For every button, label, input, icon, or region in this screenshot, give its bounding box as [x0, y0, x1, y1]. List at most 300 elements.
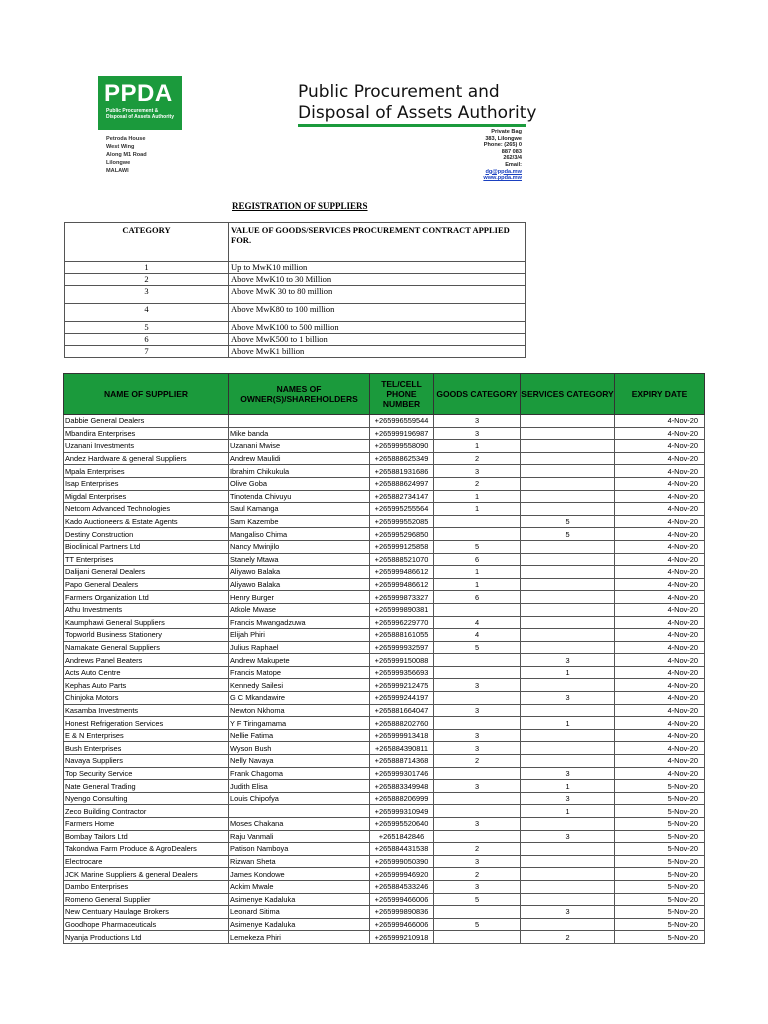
phone-number: +265888161055 — [370, 629, 434, 642]
expiry-date: 5-Nov-20 — [615, 918, 705, 931]
services-category — [521, 729, 615, 742]
category-number: 1 — [65, 262, 229, 274]
services-category — [521, 755, 615, 768]
phone-number: +265999890381 — [370, 603, 434, 616]
table-row — [64, 843, 705, 856]
goods-category: 3 — [434, 465, 521, 478]
owners-header: NAMES OF OWNER(S)/SHAREHOLDERS — [229, 374, 370, 415]
supplier-name: Athu Investments — [64, 603, 229, 616]
services-category: 1 — [521, 666, 615, 679]
goods-category — [434, 515, 521, 528]
expiry-date: 4-Nov-20 — [615, 440, 705, 453]
supplier-name: Netcom Advanced Technologies — [64, 503, 229, 516]
goods-category: 3 — [434, 855, 521, 868]
phone-number: +265999196987 — [370, 427, 434, 440]
expiry-date: 4-Nov-20 — [615, 603, 705, 616]
table-row — [64, 553, 705, 566]
services-category — [521, 704, 615, 717]
table-row — [64, 603, 705, 616]
phone-number: +265999150088 — [370, 654, 434, 667]
owner-name: Julius Raphael — [229, 641, 370, 654]
goods-category: 5 — [434, 893, 521, 906]
phone-number: +265999932597 — [370, 641, 434, 654]
expiry-date: 4-Nov-20 — [615, 578, 705, 591]
services-category — [521, 427, 615, 440]
expiry-date: 5-Nov-20 — [615, 868, 705, 881]
owner-name: Saul Kamanga — [229, 503, 370, 516]
goods-category: 4 — [434, 616, 521, 629]
goods-category: 1 — [434, 566, 521, 579]
value-col-header: VALUE OF GOODS/SERVICES PROCUREMENT CONTRACT APPLIED FOR. — [229, 223, 526, 262]
phone-number: +2651842846 — [370, 830, 434, 843]
expiry-date: 4-Nov-20 — [615, 629, 705, 642]
owner-name: Andrew Makupete — [229, 654, 370, 667]
expiry-date: 5-Nov-20 — [615, 893, 705, 906]
services-category: 2 — [521, 931, 615, 944]
services-category — [521, 880, 615, 893]
supplier-name: Mbandira Enterprises — [64, 427, 229, 440]
phone-number: +265999212475 — [370, 679, 434, 692]
services-category — [521, 868, 615, 881]
owner-name: Kennedy Sailesi — [229, 679, 370, 692]
table-row — [64, 868, 705, 881]
owner-name: Elijah Phiri — [229, 629, 370, 642]
goods-category: 2 — [434, 755, 521, 768]
phone-number: +265999913418 — [370, 729, 434, 742]
goods-category: 3 — [434, 679, 521, 692]
table-row — [64, 528, 705, 541]
phone-number: +265888206999 — [370, 792, 434, 805]
phone-number: +265884533246 — [370, 880, 434, 893]
table-row — [64, 566, 705, 579]
owner-name: Tinotenda Chivuyu — [229, 490, 370, 503]
phone-number: +265999890836 — [370, 906, 434, 919]
supplier-name: Dalijani General Dealers — [64, 566, 229, 579]
goods-category-header: GOODS CATEGORY — [434, 374, 521, 415]
supplier-name: Nyanja Productions Ltd — [64, 931, 229, 944]
expiry-date: 4-Nov-20 — [615, 654, 705, 667]
services-category — [521, 918, 615, 931]
phone-number: +265999486612 — [370, 566, 434, 579]
goods-category — [434, 717, 521, 730]
table-row — [64, 855, 705, 868]
table-row — [64, 666, 705, 679]
expiry-date: 5-Nov-20 — [615, 780, 705, 793]
owner-name: Francis Matope — [229, 666, 370, 679]
goods-category: 1 — [434, 578, 521, 591]
category-value: Above MwK10 to 30 Million — [229, 274, 526, 286]
phone-number: +265888714368 — [370, 755, 434, 768]
goods-category: 3 — [434, 880, 521, 893]
services-category — [521, 893, 615, 906]
supplier-name: Nate General Trading — [64, 780, 229, 793]
expiry-date: 5-Nov-20 — [615, 830, 705, 843]
owner-name: Ackim Mwale — [229, 880, 370, 893]
category-row — [65, 346, 526, 358]
goods-category — [434, 931, 521, 944]
expiry-date: 4-Nov-20 — [615, 679, 705, 692]
goods-category: 2 — [434, 477, 521, 490]
services-category — [521, 440, 615, 453]
goods-category: 3 — [434, 704, 521, 717]
owner-name: Mike banda — [229, 427, 370, 440]
category-number: 2 — [65, 274, 229, 286]
goods-category: 6 — [434, 553, 521, 566]
services-category — [521, 591, 615, 604]
goods-category: 1 — [434, 440, 521, 453]
expiry-date: 5-Nov-20 — [615, 818, 705, 831]
ppda-logo — [98, 76, 182, 130]
supplier-name: Romeno General Supplier — [64, 893, 229, 906]
expiry-date: 4-Nov-20 — [615, 666, 705, 679]
owner-name: Asimenye Kadaluka — [229, 893, 370, 906]
expiry-date: 4-Nov-20 — [615, 717, 705, 730]
logo-subtitle: Public Procurement & Disposal of Assets Authority — [106, 108, 174, 120]
category-header-row — [65, 223, 526, 262]
supplier-name: Bioclinical Partners Ltd — [64, 540, 229, 553]
expiry-date: 4-Nov-20 — [615, 616, 705, 629]
supplier-name: Kaumphawi General Suppliers — [64, 616, 229, 629]
supplier-name: Migdal Enterprises — [64, 490, 229, 503]
services-category — [521, 843, 615, 856]
category-row — [65, 304, 526, 322]
expiry-date: 4-Nov-20 — [615, 415, 705, 428]
table-row — [64, 641, 705, 654]
supplier-name: Kephas Auto Parts — [64, 679, 229, 692]
table-row — [64, 616, 705, 629]
supplier-name: Dabbie General Dealers — [64, 415, 229, 428]
supplier-name: Dambo Enterprises — [64, 880, 229, 893]
page-title: Public Procurement and Disposal of Assets Authority — [298, 82, 537, 123]
owner-name: Asimenye Kadaluka — [229, 918, 370, 931]
suppliers-header-row — [64, 374, 705, 415]
goods-category — [434, 792, 521, 805]
category-value: Above MwK 30 to 80 million — [229, 286, 526, 304]
services-category — [521, 553, 615, 566]
phone-number: +265996559544 — [370, 415, 434, 428]
phone-number: +265999873327 — [370, 591, 434, 604]
goods-category — [434, 767, 521, 780]
email-link[interactable]: dg@ppda.mw — [485, 168, 522, 175]
goods-category: 5 — [434, 540, 521, 553]
expiry-date: 4-Nov-20 — [615, 767, 705, 780]
supplier-name: Isap Enterprises — [64, 477, 229, 490]
owner-name: Nelly Navaya — [229, 755, 370, 768]
owner-name — [229, 415, 370, 428]
table-row — [64, 755, 705, 768]
owner-name: Andrew Maulidi — [229, 452, 370, 465]
table-row — [64, 515, 705, 528]
table-row — [64, 490, 705, 503]
category-row — [65, 334, 526, 346]
services-category — [521, 855, 615, 868]
expiry-date: 4-Nov-20 — [615, 641, 705, 654]
supplier-name: Andrews Panel Beaters — [64, 654, 229, 667]
services-category — [521, 452, 615, 465]
phone-number: +265999210918 — [370, 931, 434, 944]
phone-number: +265995520640 — [370, 818, 434, 831]
services-category — [521, 490, 615, 503]
table-row — [64, 880, 705, 893]
supplier-name: Farmers Home — [64, 818, 229, 831]
phone-number: +265884390811 — [370, 742, 434, 755]
expiry-date: 5-Nov-20 — [615, 906, 705, 919]
owner-name: Nancy Mwinjilo — [229, 540, 370, 553]
services-category: 5 — [521, 515, 615, 528]
phone-number: +265999356693 — [370, 666, 434, 679]
services-category — [521, 616, 615, 629]
category-value: Above MwK80 to 100 million — [229, 304, 526, 322]
phone-number: +265999050390 — [370, 855, 434, 868]
table-row — [64, 465, 705, 478]
table-row — [64, 503, 705, 516]
table-row — [64, 767, 705, 780]
goods-category: 3 — [434, 818, 521, 831]
goods-category: 4 — [434, 629, 521, 642]
category-row — [65, 322, 526, 334]
services-category: 3 — [521, 692, 615, 705]
owner-name: Mangaliso Chima — [229, 528, 370, 541]
phone-number: +265995255564 — [370, 503, 434, 516]
owner-name: Aliyawo Balaka — [229, 578, 370, 591]
expiry-date: 4-Nov-20 — [615, 704, 705, 717]
supplier-name: Topworld Business Stationery — [64, 629, 229, 642]
services-category: 3 — [521, 830, 615, 843]
expiry-date: 4-Nov-20 — [615, 427, 705, 440]
goods-category — [434, 654, 521, 667]
table-row — [64, 477, 705, 490]
category-value: Above MwK1 billion — [229, 346, 526, 358]
supplier-name-header: NAME OF SUPPLIER — [64, 374, 229, 415]
owner-name: Uzanani Mwise — [229, 440, 370, 453]
supplier-name: Honest Refrigeration Services — [64, 717, 229, 730]
table-row — [64, 629, 705, 642]
table-row — [64, 440, 705, 453]
supplier-name: E & N Enterprises — [64, 729, 229, 742]
owner-name: Henry Burger — [229, 591, 370, 604]
expiry-date: 4-Nov-20 — [615, 490, 705, 503]
category-number: 4 — [65, 304, 229, 322]
expiry-date: 5-Nov-20 — [615, 855, 705, 868]
expiry-date: 4-Nov-20 — [615, 692, 705, 705]
owner-name: Frank Chagoma — [229, 767, 370, 780]
supplier-name: Uzanani Investments — [64, 440, 229, 453]
phone-number: +265882734147 — [370, 490, 434, 503]
logo-mark: PPDA — [104, 80, 173, 107]
table-row — [64, 452, 705, 465]
table-row — [64, 893, 705, 906]
table-row — [64, 591, 705, 604]
expiry-date: 5-Nov-20 — [615, 843, 705, 856]
goods-category — [434, 906, 521, 919]
category-number: 5 — [65, 322, 229, 334]
expiry-date: 4-Nov-20 — [615, 540, 705, 553]
supplier-name: Kasamba Investments — [64, 704, 229, 717]
services-category — [521, 477, 615, 490]
goods-category: 3 — [434, 427, 521, 440]
goods-category: 1 — [434, 503, 521, 516]
table-row — [64, 729, 705, 742]
expiry-date-header: EXPIRY DATE — [615, 374, 705, 415]
supplier-name: Nyengo Consulting — [64, 792, 229, 805]
supplier-name: Top Security Service — [64, 767, 229, 780]
services-category: 1 — [521, 805, 615, 818]
phone-number: +265881931686 — [370, 465, 434, 478]
services-category — [521, 503, 615, 516]
expiry-date: 4-Nov-20 — [615, 503, 705, 516]
table-row — [64, 717, 705, 730]
owner-name: Rizwan Sheta — [229, 855, 370, 868]
postal-address: Petroda House West Wing Along M1 Road Lilongwe MALAWI — [106, 136, 147, 174]
table-row — [64, 415, 705, 428]
suppliers-table — [63, 373, 705, 944]
table-row — [64, 704, 705, 717]
category-value: Up to MwK10 million — [229, 262, 526, 274]
owner-name: Sam Kazembe — [229, 515, 370, 528]
phone-number: +265888625349 — [370, 452, 434, 465]
phone-number: +265999310949 — [370, 805, 434, 818]
phone-number: +265999486612 — [370, 578, 434, 591]
services-category — [521, 415, 615, 428]
table-row — [64, 931, 705, 944]
website-link[interactable]: www.ppda.mw — [483, 175, 522, 182]
owner-name: Newton Nkhoma — [229, 704, 370, 717]
title-underline — [298, 124, 526, 127]
phone-number: +265999301746 — [370, 767, 434, 780]
expiry-date: 4-Nov-20 — [615, 755, 705, 768]
expiry-date: 4-Nov-20 — [615, 742, 705, 755]
services-category: 3 — [521, 654, 615, 667]
supplier-name: Takondwa Farm Produce & AgroDealers — [64, 843, 229, 856]
expiry-date: 4-Nov-20 — [615, 591, 705, 604]
services-category — [521, 465, 615, 478]
phone-header: TEL/CELL PHONE NUMBER — [370, 374, 434, 415]
owner-name: Y F Tiringamama — [229, 717, 370, 730]
goods-category: 5 — [434, 918, 521, 931]
goods-category: 2 — [434, 843, 521, 856]
phone-number: +265999466006 — [370, 918, 434, 931]
supplier-name: Bush Enterprises — [64, 742, 229, 755]
goods-category — [434, 603, 521, 616]
supplier-name: Zeco Building Contractor — [64, 805, 229, 818]
goods-category: 3 — [434, 742, 521, 755]
goods-category: 3 — [434, 780, 521, 793]
phone-number: +265883349948 — [370, 780, 434, 793]
supplier-name: Kado Auctioneers & Estate Agents — [64, 515, 229, 528]
owner-name: Nellie Fatima — [229, 729, 370, 742]
goods-category — [434, 666, 521, 679]
services-category: 1 — [521, 717, 615, 730]
table-row — [64, 578, 705, 591]
goods-category: 5 — [434, 641, 521, 654]
supplier-name: Namakate General Suppliers — [64, 641, 229, 654]
goods-category — [434, 805, 521, 818]
table-row — [64, 679, 705, 692]
supplier-name: Mpala Enterprises — [64, 465, 229, 478]
owner-name: Moses Chakana — [229, 818, 370, 831]
expiry-date: 4-Nov-20 — [615, 729, 705, 742]
expiry-date: 4-Nov-20 — [615, 452, 705, 465]
phone-number: +265888624997 — [370, 477, 434, 490]
services-category — [521, 566, 615, 579]
services-category — [521, 641, 615, 654]
category-number: 7 — [65, 346, 229, 358]
supplier-name: Farmers Organization Ltd — [64, 591, 229, 604]
table-row — [64, 654, 705, 667]
expiry-date: 4-Nov-20 — [615, 477, 705, 490]
phone-number: +265999466006 — [370, 893, 434, 906]
services-category — [521, 679, 615, 692]
expiry-date: 4-Nov-20 — [615, 566, 705, 579]
services-category — [521, 818, 615, 831]
phone-number: +265884431538 — [370, 843, 434, 856]
owner-name: Ibrahim Chikukula — [229, 465, 370, 478]
owner-name: Raju Vanmali — [229, 830, 370, 843]
services-category — [521, 629, 615, 642]
supplier-name: New Centuary Haulage Brokers — [64, 906, 229, 919]
supplier-name: Papo General Dealers — [64, 578, 229, 591]
services-category-header: SERVICES CATEGORY — [521, 374, 615, 415]
expiry-date: 5-Nov-20 — [615, 931, 705, 944]
contact-block: Private Bag 383, Lilongwe Phone: (265) 0 887 083 262/3/4 Email: dg@ppda.mw www.ppda.mw — [483, 129, 522, 182]
table-row — [64, 540, 705, 553]
services-category: 3 — [521, 906, 615, 919]
supplier-name: TT Enterprises — [64, 553, 229, 566]
goods-category: 2 — [434, 868, 521, 881]
expiry-date: 5-Nov-20 — [615, 792, 705, 805]
goods-category — [434, 528, 521, 541]
category-col-header: CATEGORY — [65, 223, 229, 262]
category-number: 6 — [65, 334, 229, 346]
owner-name: Leonard Sitima — [229, 906, 370, 919]
goods-category — [434, 692, 521, 705]
category-row — [65, 286, 526, 304]
services-category — [521, 578, 615, 591]
owner-name: Patison Namboya — [229, 843, 370, 856]
services-category — [521, 742, 615, 755]
supplier-name: Destiny Construction — [64, 528, 229, 541]
category-value: Above MwK500 to 1 billion — [229, 334, 526, 346]
phone-number: +265999558090 — [370, 440, 434, 453]
phone-number: +265999552085 — [370, 515, 434, 528]
goods-category: 3 — [434, 415, 521, 428]
services-category — [521, 540, 615, 553]
owner-name: Aliyawo Balaka — [229, 566, 370, 579]
services-category: 3 — [521, 767, 615, 780]
expiry-date: 4-Nov-20 — [615, 553, 705, 566]
owner-name — [229, 805, 370, 818]
phone-number: +265888202760 — [370, 717, 434, 730]
section-title: REGISTRATION OF SUPPLIERS — [232, 201, 368, 211]
owner-name: Judith Elisa — [229, 780, 370, 793]
category-table — [64, 222, 526, 358]
phone-number: +265999946920 — [370, 868, 434, 881]
goods-category: 2 — [434, 452, 521, 465]
category-row — [65, 274, 526, 286]
supplier-name: Bombay Tailors Ltd — [64, 830, 229, 843]
owner-name: Lemekeza Phiri — [229, 931, 370, 944]
owner-name: James Kondowe — [229, 868, 370, 881]
supplier-name: Goodhope Pharmaceuticals — [64, 918, 229, 931]
supplier-name: Chinjoka Motors — [64, 692, 229, 705]
services-category: 3 — [521, 792, 615, 805]
phone-number: +265999244197 — [370, 692, 434, 705]
table-row — [64, 918, 705, 931]
owner-name: Olive Goba — [229, 477, 370, 490]
phone-number: +265996229770 — [370, 616, 434, 629]
category-number: 3 — [65, 286, 229, 304]
goods-category: 1 — [434, 490, 521, 503]
